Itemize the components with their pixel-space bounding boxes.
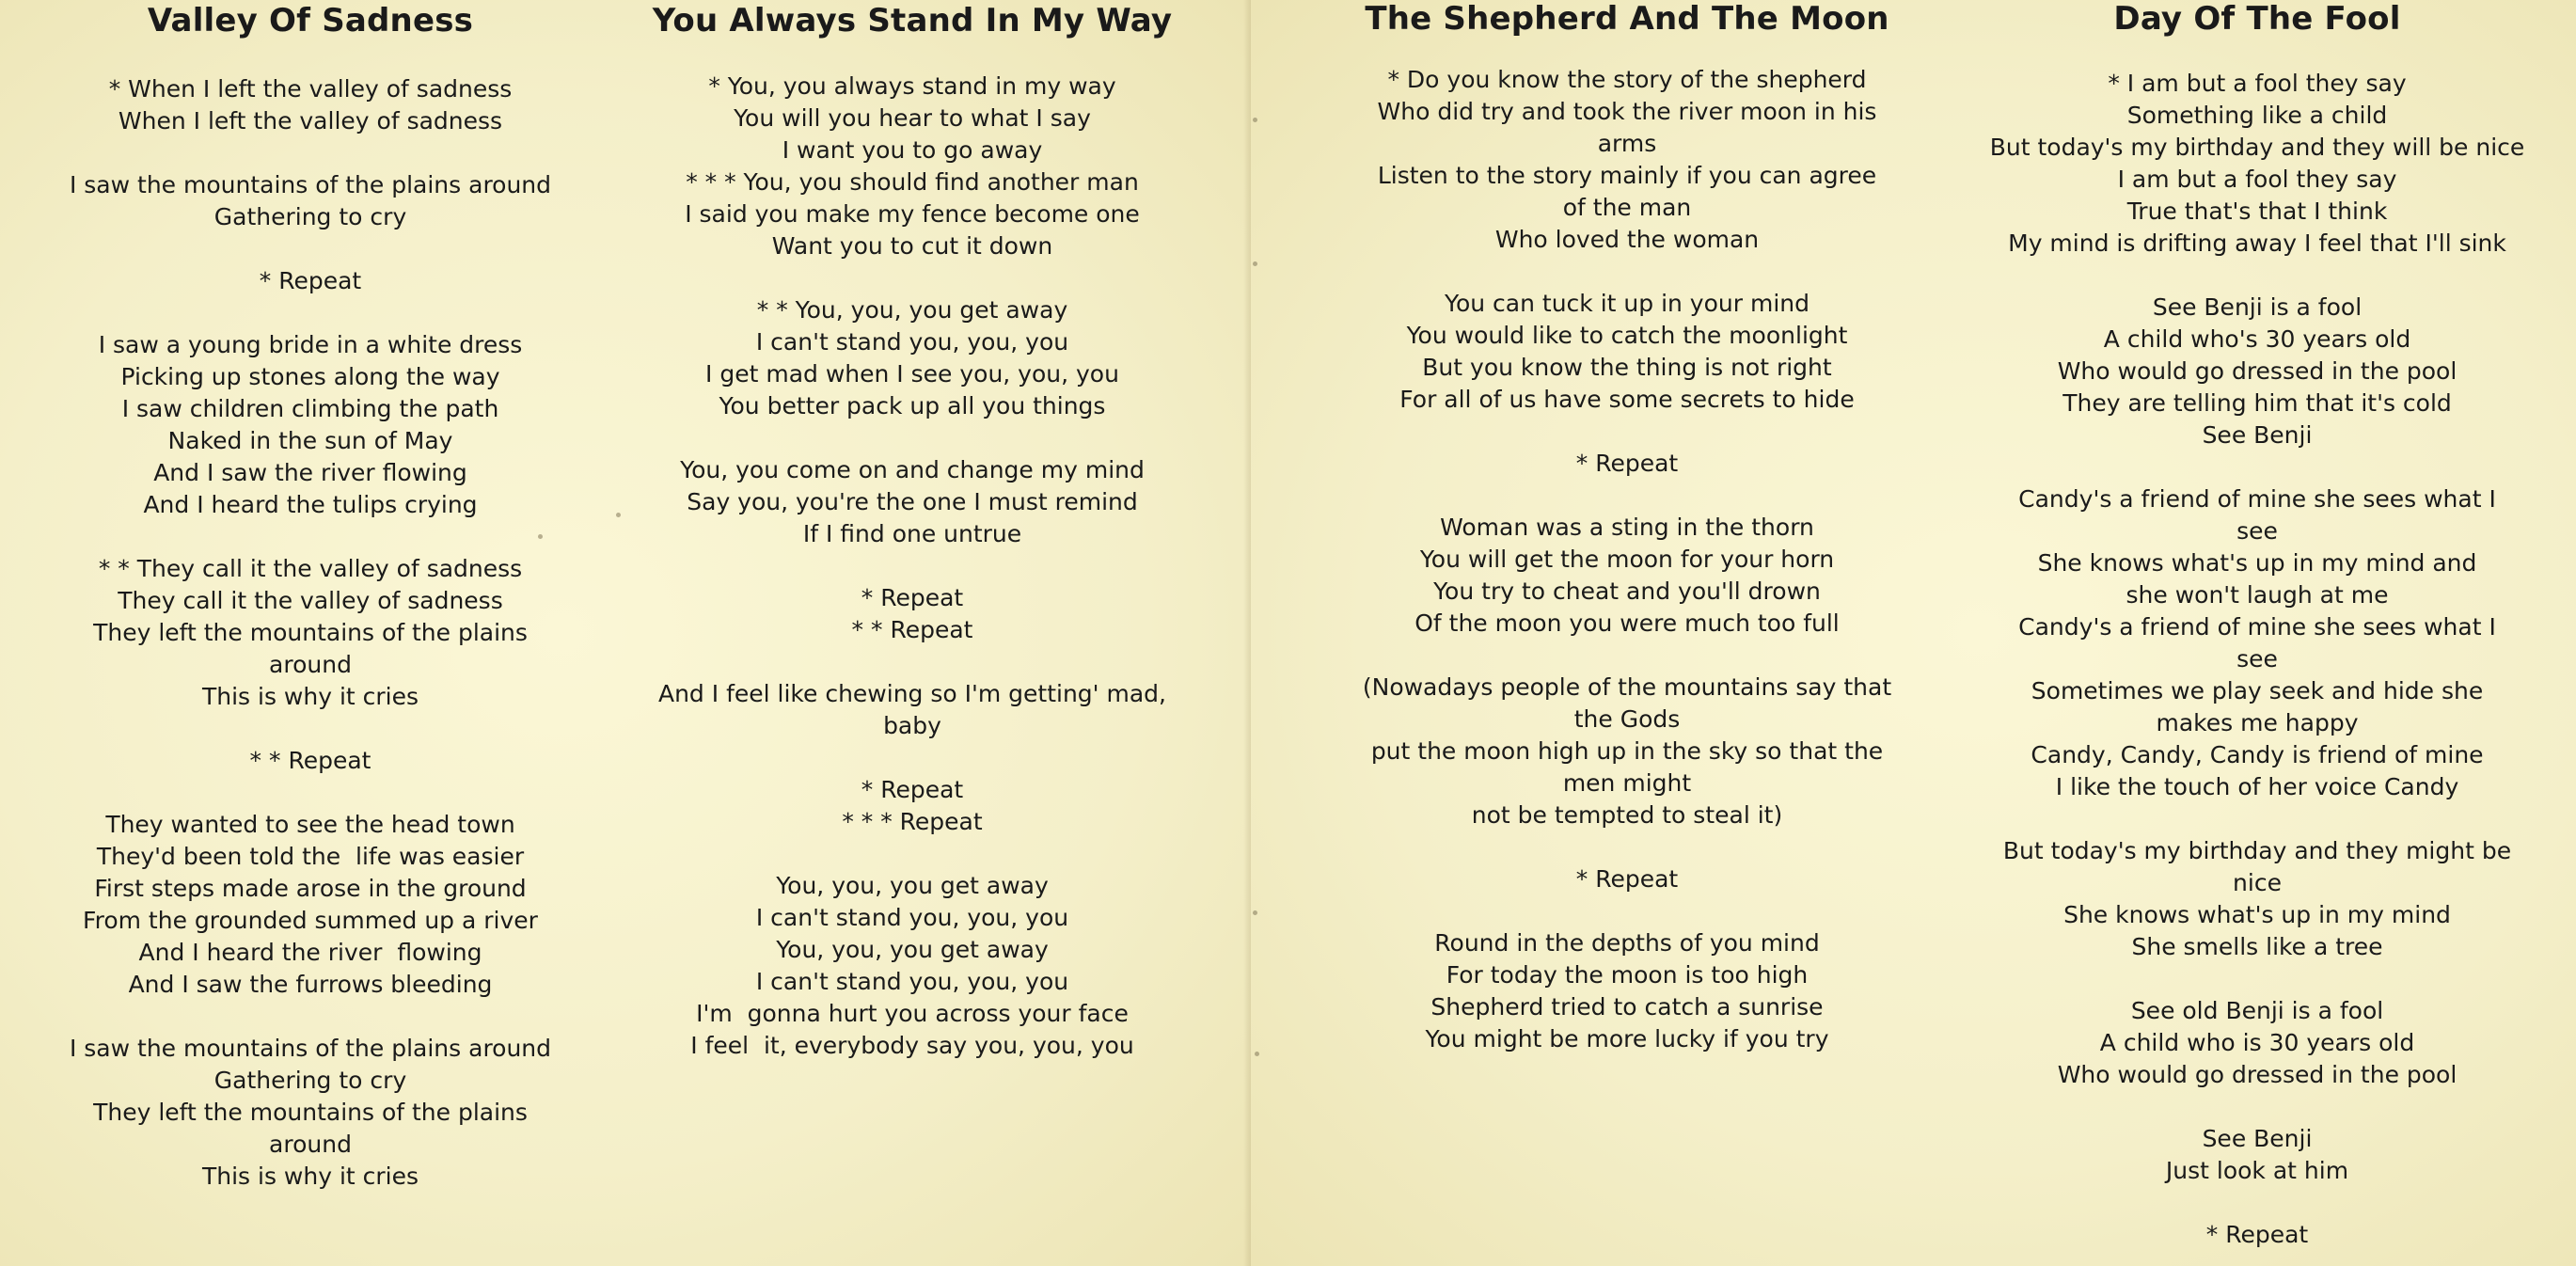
lyric-line: * Repeat	[1575, 450, 1679, 477]
lyric-line: * You, you always stand in my way	[708, 72, 1116, 100]
lyric-line: the Gods	[1573, 705, 1681, 733]
stanza-gap	[19, 297, 602, 329]
lyric-line: See Benji	[2202, 421, 2313, 449]
lyric-line: This is why it cries	[201, 683, 419, 710]
stanza-gap	[649, 422, 1176, 454]
lyric-line: This is why it cries	[201, 1163, 419, 1190]
song-the-shepherd-and-the-moon	[1307, 0, 1947, 1055]
lyric-line: Candy's a friend of mine she sees what I	[2018, 613, 2496, 641]
stanza-gap	[1956, 260, 2558, 292]
stanza-gap	[649, 838, 1176, 870]
paper-speck	[1253, 118, 1257, 122]
stanza-gap	[19, 521, 602, 553]
lyric-line: I can't stand you, you, you	[755, 904, 1069, 931]
lyric-line: For today the moon is too high	[1446, 961, 1809, 989]
stanza-gap	[19, 713, 602, 745]
paper-speck	[1255, 1052, 1259, 1056]
lyric-line: around	[269, 1131, 352, 1158]
lyric-line: I saw a young bride in a white dress	[98, 331, 523, 358]
lyric-line: put the moon high up in the sky so that the	[1370, 737, 1884, 765]
lyric-line: * * * Repeat	[842, 808, 983, 835]
lyric-line: she won't laugh at me	[2126, 581, 2389, 609]
stanza-gap	[19, 233, 602, 265]
left-page	[0, 0, 1251, 1266]
song-you-always-stand-in-my-way	[649, 2, 1176, 1062]
stanza-gap	[1307, 480, 1947, 512]
stanza-gap	[649, 742, 1176, 774]
lyric-line: I can't stand you, you, you	[755, 328, 1069, 356]
lyric-line: Woman was a sting in the thorn	[1440, 514, 1814, 541]
lyric-line: But today's my birthday and they will be nice	[1989, 134, 2525, 161]
lyric-line: If I find one untrue	[802, 520, 1022, 547]
lyric-line: * Repeat	[2205, 1221, 2309, 1248]
paper-speck	[1253, 910, 1257, 915]
lyric-line: And I feel like chewing so I'm getting' mad,	[657, 680, 1166, 707]
lyric-line: baby	[883, 712, 941, 739]
lyric-line: Candy, Candy, Candy is friend of mine	[2031, 741, 2484, 768]
lyric-line: They are telling him that it's cold	[2062, 389, 2452, 417]
lyric-line: You will you hear to what I say	[734, 104, 1091, 132]
lyric-line: You, you, you get away	[776, 872, 1049, 899]
stanza-gap	[649, 646, 1176, 678]
lyrics	[19, 73, 602, 1193]
lyric-line: You might be more lucky if you try	[1425, 1025, 1829, 1052]
paper-speck	[616, 513, 621, 517]
stanza-gap	[1307, 895, 1947, 927]
stanza-gap	[1307, 416, 1947, 448]
lyric-line: * * You, you, you get away	[756, 296, 1068, 324]
stanza-gap	[19, 777, 602, 809]
lyric-line: Who would go dressed in the pool	[2057, 357, 2457, 385]
lyric-line: I like the touch of her voice Candy	[2055, 773, 2459, 800]
paper-speck	[1253, 261, 1257, 266]
song-title: You Always Stand In My Way	[652, 2, 1173, 40]
lyric-line: You try to cheat and you'll drown	[1433, 578, 1821, 605]
lyrics	[1307, 64, 1947, 1055]
lyric-line: I want you to go away	[782, 136, 1043, 164]
lyric-line: * I am but a fool they say	[2108, 70, 2407, 97]
lyric-line: You will get the moon for your horn	[1419, 546, 1835, 573]
stanza-gap	[649, 262, 1176, 294]
lyric-line: They left the mountains of the plains	[93, 619, 528, 646]
lyric-line: I get mad when I see you, you, you	[705, 360, 1119, 388]
lyric-line: See Benji	[2202, 1125, 2313, 1152]
lyric-line: * * Repeat	[851, 616, 973, 643]
lyric-line: Who would go dressed in the pool	[2057, 1061, 2457, 1088]
lyrics	[649, 71, 1176, 1062]
lyric-line: And I saw the furrows bleeding	[128, 971, 493, 998]
stanza-gap	[1956, 963, 2558, 995]
lyric-line: Round in the depths of you mind	[1434, 929, 1820, 957]
lyric-line: * * * You, you should find another man	[686, 168, 1139, 196]
lyric-line: She knows what's up in my mind and	[2037, 549, 2477, 577]
lyric-line: I saw the mountains of the plains around	[69, 171, 552, 198]
lyric-line: I feel it, everybody say you, you, you	[690, 1032, 1134, 1059]
song-title: Valley Of Sadness	[147, 2, 474, 40]
lyric-line: men might	[1562, 769, 1692, 797]
lyric-line: You would like to catch the moonlight	[1406, 322, 1848, 349]
stanza-gap	[1956, 1091, 2558, 1123]
lyric-line: Something like a child	[2126, 102, 2388, 129]
stanza-gap	[1956, 451, 2558, 483]
stanza-gap	[1307, 640, 1947, 672]
lyric-line: And I heard the river flowing	[138, 939, 482, 966]
lyric-line: They'd been told the life was easier	[96, 843, 525, 870]
lyric-line: * Repeat	[1575, 865, 1679, 893]
lyric-line: Listen to the story mainly if you can agree	[1377, 162, 1877, 189]
lyric-line: My mind is drifting away I feel that I'll sink	[2008, 229, 2506, 257]
lyric-line: * Repeat	[861, 776, 964, 803]
lyric-line: I am but a fool they say	[2117, 166, 2397, 193]
lyric-line: And I heard the tulips crying	[143, 491, 478, 518]
lyrics	[1956, 68, 2558, 1251]
lyric-line: Just look at him	[2165, 1157, 2349, 1184]
lyric-line: You, you come on and change my mind	[680, 456, 1145, 483]
lyric-line: You better pack up all you things	[719, 392, 1106, 419]
lyric-line: And I saw the river flowing	[153, 459, 467, 486]
lyric-line: I saw the mountains of the plains around	[69, 1035, 552, 1062]
lyric-line: * When I left the valley of sadness	[108, 75, 513, 103]
lyric-line: I can't stand you, you, you	[755, 968, 1069, 995]
lyric-line: A child who's 30 years old	[2103, 325, 2411, 353]
paper-speck	[538, 534, 543, 539]
lyric-line: She smells like a tree	[2131, 933, 2383, 960]
lyric-line: * * Repeat	[249, 747, 371, 774]
song-valley-of-sadness	[19, 2, 602, 1193]
lyric-line: Sometimes we play seek and hide she	[2031, 677, 2484, 704]
lyric-line: Say you, you're the one I must remind	[687, 488, 1138, 515]
song-day-of-the-fool	[1956, 0, 2558, 1251]
lyric-line: When I left the valley of sadness	[118, 107, 503, 135]
lyric-line: You can tuck it up in your mind	[1445, 290, 1810, 317]
stanza-gap	[1307, 831, 1947, 863]
lyric-line: Candy's a friend of mine she sees what I	[2018, 485, 2496, 513]
lyric-line: She knows what's up in my mind	[2063, 901, 2451, 928]
lyric-line: Naked in the sun of May	[167, 427, 453, 454]
lyric-line: They wanted to see the head town	[105, 811, 515, 838]
lyric-line: Want you to cut it down	[771, 232, 1053, 260]
lyric-line: They call it the valley of sadness	[118, 587, 503, 614]
lyric-line: For all of us have some secrets to hide	[1399, 386, 1855, 413]
lyric-line: True that's that I think	[2126, 198, 2388, 225]
lyric-line: * Repeat	[259, 267, 362, 294]
stanza-gap	[649, 550, 1176, 582]
lyric-line: I said you make my fence become one	[685, 200, 1140, 228]
lyric-line: * Repeat	[861, 584, 964, 611]
lyric-line: Shepherd tried to catch a sunrise	[1430, 993, 1824, 1021]
lyric-line: Gathering to cry	[213, 203, 407, 230]
lyric-line: See old Benji is a fool	[2130, 997, 2384, 1024]
lyric-line: I saw children climbing the path	[121, 395, 499, 422]
lyric-line: nice	[2233, 869, 2282, 896]
lyric-line: * Do you know the story of the shepherd	[1387, 66, 1867, 93]
lyric-line: You, you, you get away	[776, 936, 1049, 963]
lyric-line: Who loved the woman	[1494, 226, 1760, 253]
lyric-line: Who did try and took the river moon in his	[1377, 98, 1877, 125]
lyric-line: But today's my birthday and they might be	[2002, 837, 2512, 864]
lyric-line: arms	[1597, 130, 1657, 157]
song-title: Day Of The Fool	[2113, 0, 2401, 38]
lyric-line: (Nowadays people of the mountains say that	[1362, 673, 1892, 701]
stanza-gap	[1956, 1187, 2558, 1219]
lyric-line: see	[2236, 517, 2278, 545]
lyric-line: * * They call it the valley of sadness	[98, 555, 523, 582]
lyric-line: Picking up stones along the way	[120, 363, 500, 390]
stanza-gap	[1956, 803, 2558, 835]
stanza-gap	[19, 137, 602, 169]
lyric-line: of the man	[1562, 194, 1692, 221]
stanza-gap	[1307, 256, 1947, 288]
lyric-line: around	[269, 651, 352, 678]
lyric-line: They left the mountains of the plains	[93, 1099, 528, 1126]
stanza-gap	[19, 1001, 602, 1033]
lyric-line: See Benji is a fool	[2152, 293, 2363, 321]
lyric-line: First steps made arose in the ground	[94, 875, 527, 902]
lyric-line: makes me happy	[2156, 709, 2359, 736]
song-title: The Shepherd And The Moon	[1365, 0, 1889, 38]
lyric-line: From the grounded summed up a river	[83, 907, 538, 934]
lyric-line: I'm gonna hurt you across your face	[696, 1000, 1129, 1027]
lyric-line: Of the moon you were much too full	[1414, 609, 1840, 637]
lyric-line: A child who is 30 years old	[2099, 1029, 2415, 1056]
lyric-line: Gathering to cry	[213, 1067, 407, 1094]
lyric-line: But you know the thing is not right	[1422, 354, 1832, 381]
lyric-line: not be tempted to steal it)	[1471, 801, 1783, 829]
lyric-line: see	[2236, 645, 2278, 673]
